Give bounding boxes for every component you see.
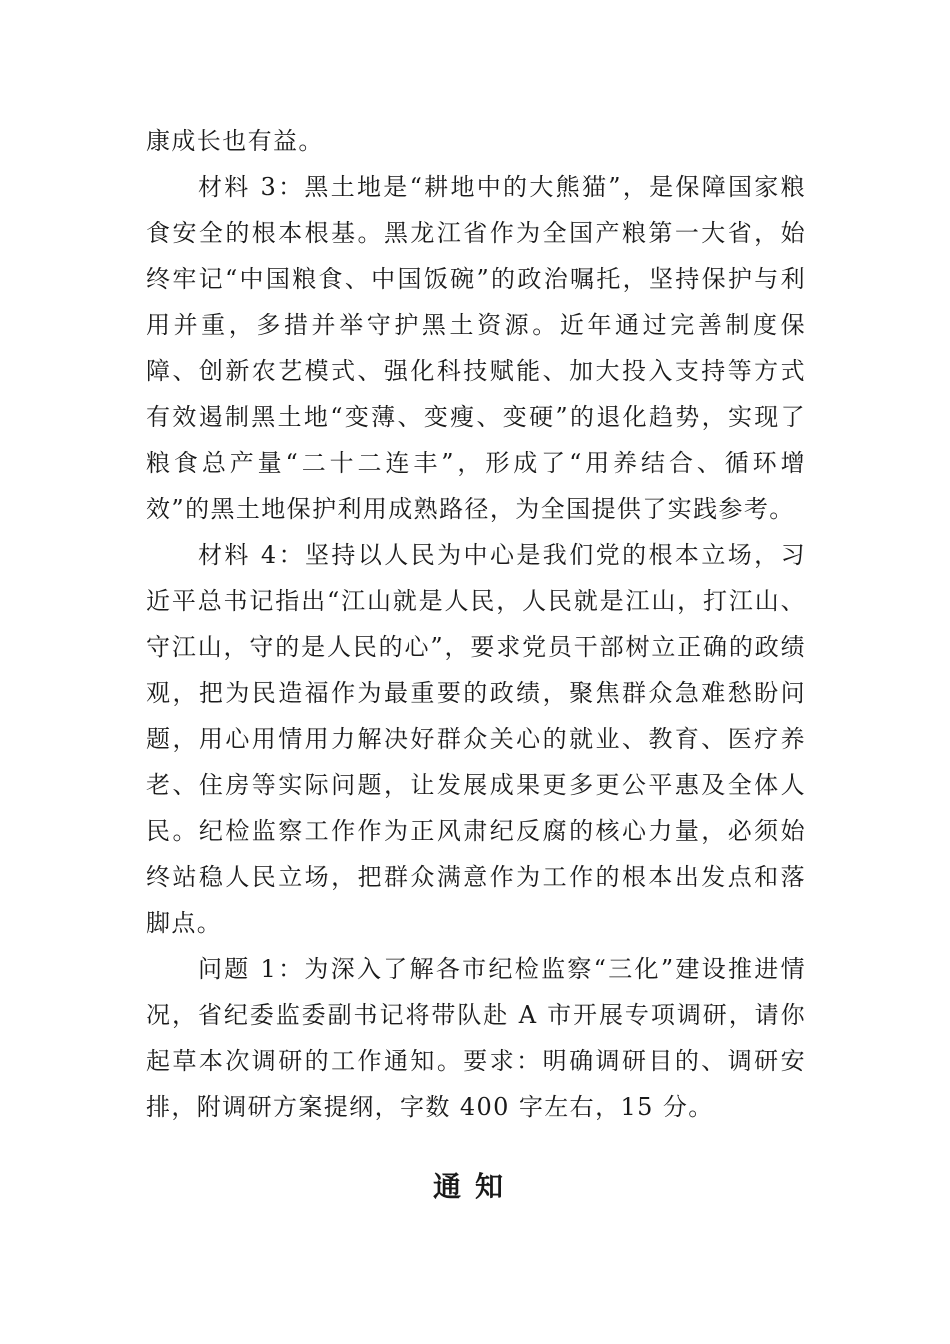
paragraph-material-4: 材料 4：坚持以人民为中心是我们党的根本立场，习近平总书记指出“江山就是人民，人民就是江山，打江山、守江山，守的是人民的心”，要求党员干部树立正确的政绩观，把为民造福作为最重要的政绩，聚焦群众急难愁盼问题，用心用情用力解决好群众关心的就业、教育、医疗养老、住房等实际问题，让发展成果更多更公平惠及全体人民。纪检监察工作作为正风肃纪反腐的核心力量，必须始终站稳人民立场，把群众满意作为工作的根本出发点和落脚点。: [146, 541, 806, 937]
paragraph-continuation: 康成长也有益。: [146, 127, 324, 155]
paragraph-material-3: 材料 3：黑土地是“耕地中的大熊猫”，是保障国家粮食安全的根本根基。黑龙江省作为全国产粮第一大省，始终牢记“中国粮食、中国饭碗”的政治嘱托，坚持保护与利用并重，多措并举守护黑土资源。近年通过完善制度保障、创新农艺模式、强化科技赋能、加大投入支持等方式有效遏制黑土地“变薄、变瘦、变硬”的退化趋势，实现了粮食总产量“二十二连丰”，形成了“用养结合、循环增效”的黑土地保护利用成熟路径，为全国提供了实践参考。: [146, 173, 806, 523]
document-body: [146, 118, 806, 1130]
paragraph-question-1: 问题 1：为深入了解各市纪检监察“三化”建设推进情况，省纪委监委副书记将带队赴 A 市开展专项调研，请你起草本次调研的工作通知。要求：明确调研目的、调研安排，附调研方案提纲，字数 400 字左右，15 分。: [146, 955, 806, 1121]
notice-heading: 通知: [432, 1170, 517, 1203]
